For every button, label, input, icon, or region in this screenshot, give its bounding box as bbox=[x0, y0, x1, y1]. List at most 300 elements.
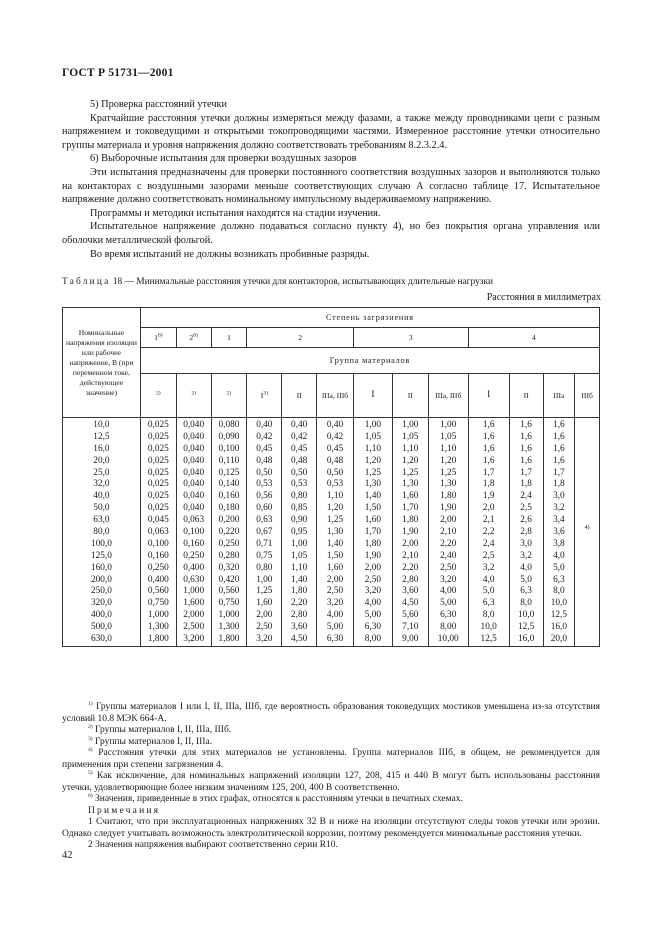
degree-cell: 1 bbox=[211, 328, 247, 348]
table-cell-value: 6,30 bbox=[364, 622, 382, 633]
group-cell: 2) bbox=[211, 374, 247, 418]
table-cell-value: 0,48 bbox=[291, 455, 308, 466]
table-cell-value: 3,0 bbox=[553, 491, 565, 502]
table-cell-value: 1,6 bbox=[520, 455, 532, 466]
voltage-value: 40,0 bbox=[93, 491, 110, 502]
group-cell: $I^{3)}$ bbox=[247, 374, 282, 418]
table-cell-value: 1,60 bbox=[256, 598, 273, 609]
table-cell-value: 2,5 bbox=[482, 550, 495, 561]
table-cell-value: 0,025 bbox=[147, 443, 169, 454]
voltage-column bbox=[63, 418, 141, 647]
table-cell-value: 10,0 bbox=[480, 622, 497, 633]
table-cell-value: 0,040 bbox=[183, 431, 205, 442]
value-column bbox=[509, 418, 543, 647]
voltage-value: 20,0 bbox=[93, 455, 110, 466]
value-column bbox=[353, 418, 392, 647]
table-cell-value: 0,40 bbox=[326, 420, 344, 430]
group-row bbox=[63, 374, 600, 418]
table-cell-value: 1,000 bbox=[183, 586, 205, 597]
footnote: $^{4)}$ Расстояния утечки для этих материалов не установлены. Группа материалов IIIб, в общем, не рекомендуется для применения при степени загрязнения 4. bbox=[62, 746, 600, 770]
table-cell-value: 0,400 bbox=[183, 562, 205, 573]
table-cell-value: 1,05 bbox=[440, 431, 457, 442]
table-cell-value: 1,300 bbox=[147, 622, 169, 633]
table-cell-value: 3,60 bbox=[291, 622, 308, 633]
table-cell-value: 4,0 bbox=[553, 550, 565, 561]
paragraph-heading-5: 5) Проверка расстояний утечки bbox=[90, 99, 228, 110]
table-cell-value: 2,10 bbox=[402, 550, 419, 561]
table-cell-value: 3,0 bbox=[520, 538, 532, 549]
group-cell: 2) bbox=[176, 374, 211, 418]
group-cell: IIIa, IIIб bbox=[317, 374, 354, 418]
table-cell-value: 1,800 bbox=[147, 634, 169, 645]
table-cell-value: 0,025 bbox=[147, 491, 169, 502]
table-cell-value: 1,90 bbox=[402, 527, 419, 538]
table-cell-value: 0,125 bbox=[218, 467, 240, 478]
table-cell-value: 3,200 bbox=[183, 634, 205, 645]
table-cell-value: 1,80 bbox=[402, 515, 419, 526]
table-cell-value: 1,8 bbox=[553, 479, 565, 490]
voltage-value: 16,0 bbox=[93, 443, 110, 454]
degree-cell: 4 bbox=[468, 328, 599, 348]
table-cell-value: 0,040 bbox=[183, 479, 205, 490]
body-text bbox=[62, 98, 600, 261]
table-cell-value: 1,7 bbox=[520, 467, 532, 478]
table-cell-value: 3,8 bbox=[553, 538, 565, 549]
table-cell-value: 2,10 bbox=[440, 527, 457, 538]
table-cell-value: 0,320 bbox=[218, 562, 240, 573]
table-cell-value: 2,0 bbox=[482, 503, 495, 514]
table-cell-value: 0,48 bbox=[326, 455, 344, 466]
table-cell-value: 2,1 bbox=[482, 515, 495, 526]
table-cell-value: 1,70 bbox=[402, 503, 419, 514]
table-cell-value: 0,100 bbox=[183, 527, 205, 538]
table-cell-value: 1,40 bbox=[291, 574, 308, 585]
table-cell-value: 7,10 bbox=[402, 622, 419, 633]
table-cell-value: 10,0 bbox=[517, 610, 535, 621]
table-cell-value: 0,025 bbox=[147, 479, 169, 490]
table-cell-value: 6,3 bbox=[553, 574, 565, 585]
table-cell-value: 0,60 bbox=[256, 503, 273, 514]
group-cell: IIIa, IIIб bbox=[428, 374, 468, 418]
value-column bbox=[468, 418, 509, 647]
table-cell-value: 0,040 bbox=[183, 491, 205, 502]
voltage-value: 63,0 bbox=[93, 515, 110, 526]
table-cell-value: 0,400 bbox=[147, 574, 169, 585]
degree-cell: 1$^{6)}$ bbox=[140, 328, 176, 348]
table-cell-value: 1,25 bbox=[256, 586, 273, 597]
table-cell-value: 0,160 bbox=[218, 491, 240, 502]
table-cell-value: 2,80 bbox=[402, 574, 419, 585]
table-cell-value: 1,10 bbox=[291, 562, 308, 573]
table-cell-value: 8,00 bbox=[440, 622, 457, 633]
table-cell-value: 0,42 bbox=[256, 431, 273, 442]
table-cell-value: 2,5 bbox=[520, 503, 532, 514]
table-cell-value: 16,0 bbox=[517, 634, 535, 645]
table-cell-value: 10,00 bbox=[437, 634, 459, 645]
table-cell-value: 0,040 bbox=[183, 443, 205, 454]
table-cell-value: 1,6 bbox=[553, 455, 565, 466]
degree-cell: 3 bbox=[353, 328, 468, 348]
paragraph: Испытательное напряжение должно подаваться согласно пункту 4), но без покрытия органа управления или оболочки металлической фольгой. bbox=[62, 221, 600, 246]
table-cell-value: 0,80 bbox=[291, 491, 308, 502]
table-cell-value: 16,0 bbox=[550, 622, 568, 633]
table-caption-text: 18 — Минимальные расстояния утечки для контакторов, испытывающих длительные нагрузки bbox=[112, 277, 494, 287]
table-cell-value: 0,140 bbox=[218, 479, 240, 490]
table-cell-value: 4,00 bbox=[364, 598, 382, 609]
degree-row bbox=[63, 328, 600, 348]
table-cell-value: 0,063 bbox=[147, 527, 169, 538]
table-cell-value: 2,20 bbox=[440, 538, 457, 549]
footnote: $^{1)}$ Группы материалов I или I, II, IIIa, IIIб, где вероятность образования токоведущих мостиков уменьшена из-за отсутствия условий 10.8 МЭК 664-А. bbox=[62, 700, 601, 724]
table-cell-value: 1,05 bbox=[291, 550, 308, 561]
table-cell-value: 0,50 bbox=[256, 467, 273, 478]
table-cell-value: 3,60 bbox=[402, 586, 419, 597]
material-group-header: Группа материалов bbox=[140, 348, 599, 374]
table-cell-value: 0,100 bbox=[218, 443, 240, 454]
table-cell-value: 1,7 bbox=[553, 467, 565, 478]
table-cell-value: 1,800 bbox=[218, 634, 240, 645]
value-column bbox=[211, 418, 247, 647]
table-cell-value: 1,20 bbox=[440, 455, 457, 466]
table-cell-value: 1,60 bbox=[364, 515, 382, 526]
table-cell-value: 1,6 bbox=[520, 420, 532, 430]
table-cell-value: 0,110 bbox=[218, 455, 240, 466]
table-cell-value: 2,8 bbox=[520, 527, 532, 538]
table-cell-value: 12,5 bbox=[550, 610, 568, 621]
table-cell-value: 1,80 bbox=[291, 586, 308, 597]
voltage-value: 200,0 bbox=[90, 574, 112, 585]
table-cell-value: 1,7 bbox=[482, 467, 495, 478]
table-cell-value: 0,42 bbox=[326, 431, 344, 442]
table-cell-value: 0,95 bbox=[291, 527, 308, 538]
table-cell-value: 0,040 bbox=[183, 455, 205, 466]
table-cell-value: 0,560 bbox=[218, 586, 240, 597]
table-cell-value: 1,20 bbox=[364, 455, 382, 466]
table-cell-value: 0,280 bbox=[218, 550, 240, 561]
footnote: $^{3)}$ Группы материалов I, II, IIIa. bbox=[88, 735, 213, 747]
table-cell-value: 0,180 bbox=[218, 503, 240, 514]
table-cell-value: 1,8 bbox=[520, 479, 532, 490]
table-cell-value: 1,6 bbox=[482, 431, 495, 442]
table-cell-value: 1,60 bbox=[402, 491, 419, 502]
pollution-degree-header: Степень загрязнения bbox=[140, 308, 599, 328]
table-cell-value: 3,20 bbox=[440, 574, 457, 585]
table-cell-value: 1,25 bbox=[326, 515, 344, 526]
table-cell-value: 0,040 bbox=[183, 420, 205, 430]
table-cell-value: 5,00 bbox=[440, 598, 457, 609]
table-cell-value: 1,10 bbox=[364, 443, 382, 454]
table-cell-value: 1,10 bbox=[402, 443, 419, 454]
group-cell: IIIб bbox=[575, 374, 600, 418]
value-column bbox=[392, 418, 428, 647]
table-cell-value: 0,85 bbox=[291, 503, 308, 514]
table-cell-value: 0,45 bbox=[291, 443, 308, 454]
voltage-value: 160,0 bbox=[90, 562, 112, 573]
table-cell-value: 8,00 bbox=[364, 634, 382, 645]
notes-title: Примечания bbox=[88, 805, 161, 816]
table-cell-value: 2,50 bbox=[326, 586, 344, 597]
note: 1 Считают, что при эксплуатационных напряжениях 32 В и ниже на изоляции отсутствуют следы токов утечки или эрозии. Однако следует учитывать возможность электролитической коррозии, поэтому рекомендуется минимальные расстояния утечки. bbox=[62, 817, 600, 839]
table-cell-value: 0,63 bbox=[256, 515, 273, 526]
paragraph: Программы и методики испытания находятся на стадии изучения. bbox=[90, 207, 381, 219]
units-note: Расстояния в миллиметрах bbox=[486, 292, 601, 303]
table-cell-value: 0,90 bbox=[291, 515, 308, 526]
table-cell-value: 0,750 bbox=[218, 598, 240, 609]
table-cell-value: 20,0 bbox=[550, 634, 568, 645]
table-cell-value: 0,50 bbox=[291, 467, 308, 478]
table-cell-value: 1,6 bbox=[553, 431, 565, 442]
table-cell-value: 0,200 bbox=[218, 515, 240, 526]
value-column bbox=[282, 418, 317, 647]
table-cell-value: 1,25 bbox=[440, 467, 457, 478]
table-caption bbox=[62, 276, 602, 288]
table-cell-value: 4,50 bbox=[402, 598, 419, 609]
value-column bbox=[428, 418, 468, 647]
degree-cell: 2 bbox=[247, 328, 354, 348]
table-cell-value: 10,0 bbox=[550, 598, 568, 609]
table-cell-value: 0,560 bbox=[147, 586, 169, 597]
table-cell-value: 0,45 bbox=[256, 443, 273, 454]
table-cell-value: 1,6 bbox=[553, 443, 565, 454]
table-cell-value: 3,2 bbox=[520, 550, 532, 561]
data-row bbox=[63, 418, 600, 647]
table-cell-value: 2,4 bbox=[520, 491, 532, 502]
table-cell-value: 0,220 bbox=[218, 527, 240, 538]
table-cell-value: 0,420 bbox=[218, 574, 240, 585]
voltage-value: 400,0 bbox=[90, 610, 112, 621]
degree-cell: 2$^{6)}$ bbox=[176, 328, 211, 348]
table-cell-value: 3,4 bbox=[553, 515, 565, 526]
footnote: $^{2)}$ Группы материалов I, II, IIIa, IIIб. bbox=[88, 723, 232, 735]
table-cell-value: 0,025 bbox=[147, 420, 169, 430]
table-cell-value: 1,30 bbox=[326, 527, 344, 538]
table-cell-value: 0,045 bbox=[147, 515, 169, 526]
table-cell-value: 2,20 bbox=[291, 598, 308, 609]
table-cell-value: 1,40 bbox=[326, 538, 344, 549]
table-cell-value: 1,05 bbox=[364, 431, 382, 442]
voltage-value: 80,0 bbox=[93, 527, 110, 538]
table-cell-value: 0,025 bbox=[147, 467, 169, 478]
creepage-table bbox=[62, 307, 600, 647]
table-cell-value: 0,063 bbox=[183, 515, 205, 526]
table-cell-value: 2,50 bbox=[440, 562, 457, 573]
table-cell-value: 1,80 bbox=[364, 538, 382, 549]
table-cell-value: 0,40 bbox=[256, 420, 273, 430]
table-cell-value: 1,60 bbox=[326, 562, 344, 573]
group-cell: II bbox=[282, 374, 317, 418]
table-cell-value: 0,71 bbox=[256, 538, 273, 549]
table-cell-value: 0,67 bbox=[256, 527, 273, 538]
table-cell-value: 1,9 bbox=[482, 491, 495, 502]
table-cell-value: 3,6 bbox=[553, 527, 565, 538]
table-cell-value: 1,80 bbox=[440, 491, 457, 502]
table-cell-value: 1,6 bbox=[482, 420, 495, 430]
table-cell-value: 1,000 bbox=[218, 610, 240, 621]
paragraph-heading-6: 6) Выборочные испытания для проверки воздушных зазоров bbox=[90, 153, 357, 165]
table-cell-value: 5,0 bbox=[482, 586, 495, 597]
value-column bbox=[140, 418, 176, 647]
value-column bbox=[247, 418, 282, 647]
table-cell-value: 0,025 bbox=[147, 431, 169, 442]
table-cell-value: 0,040 bbox=[183, 467, 205, 478]
table-cell-value: 0,50 bbox=[326, 467, 344, 478]
voltage-value: 25,0 bbox=[93, 467, 110, 478]
group-cell: 2) bbox=[140, 374, 176, 418]
table-cell-value: 1,300 bbox=[218, 622, 240, 633]
table-cell-value: 4,00 bbox=[326, 610, 344, 621]
voltage-value: 50,0 bbox=[93, 503, 110, 514]
paragraph: Кратчайшие расстояния утечки должны измеряться между фазами, а также между проводниками цепи с разным напряжением и токоведущими и открытыми токопроводящими частями. Измеренное расстояние утечки относительно группы материала и уровня напряжения должно соответствовать требованиям 8.2.3.2.4. bbox=[62, 112, 600, 151]
table-cell-value: 1,05 bbox=[402, 431, 419, 442]
table-cell-value: 0,250 bbox=[183, 550, 205, 561]
table-cell-value: 1,25 bbox=[402, 467, 419, 478]
table-cell-value: 2,00 bbox=[364, 562, 382, 573]
voltage-header: Номинальные напряжения изоляции или рабочее напряжение, В (при переменном токе, действующее значение) bbox=[63, 308, 141, 418]
table-cell-value: 0,160 bbox=[183, 538, 205, 549]
table-cell-value: 1,00 bbox=[364, 420, 382, 430]
table-cell-value: 0,250 bbox=[147, 562, 169, 573]
table-cell-value: 0,040 bbox=[183, 503, 205, 514]
footnote: $^{6)}$ Значения, приведенные в этих графах, относятся к расстояниям утечки в печатных схемах. bbox=[88, 792, 463, 804]
table-cell-value: 1,00 bbox=[291, 538, 308, 549]
table-cell-value: 4,0 bbox=[520, 562, 532, 573]
voltage-value: 100,0 bbox=[90, 538, 112, 549]
note: 2 Значения напряжения выбирают соответственно серии R10. bbox=[88, 840, 338, 850]
table-cell-value: 4,50 bbox=[291, 634, 308, 645]
table-cell-value: 1,6 bbox=[520, 443, 532, 454]
table-cell-value: 0,250 bbox=[218, 538, 240, 549]
table-cell-value: 8,0 bbox=[553, 586, 565, 597]
table-cell-value: 1,50 bbox=[326, 550, 344, 561]
table-cell-value: 9,00 bbox=[402, 634, 419, 645]
table-cell-value: 2,4 bbox=[482, 538, 495, 549]
table-cell-value: 3,2 bbox=[482, 562, 495, 573]
table-cell-value: 1,30 bbox=[402, 479, 419, 490]
voltage-value: 32,0 bbox=[93, 479, 110, 490]
table-cell-value: 1,90 bbox=[440, 503, 457, 514]
table-cell-value: 0,100 bbox=[147, 538, 169, 549]
table-cell-value: 0,750 bbox=[147, 598, 169, 609]
table-cell-value: 0,080 bbox=[218, 420, 240, 430]
document-header: ГОСТ Р 51731—2001 bbox=[62, 67, 174, 79]
table-cell-value: 1,10 bbox=[326, 491, 344, 502]
footnotes bbox=[62, 702, 600, 852]
table-cell-value: 2,80 bbox=[291, 610, 308, 621]
table-cell-value: 3,2 bbox=[553, 503, 565, 514]
table-cell-value: 2,40 bbox=[440, 550, 457, 561]
table-cell-value: 12,5 bbox=[517, 622, 535, 633]
table-cell-value: 1,6 bbox=[520, 431, 532, 442]
voltage-value: 250,0 bbox=[90, 586, 112, 597]
value-column bbox=[176, 418, 211, 647]
table-cell-value: 6,30 bbox=[440, 610, 457, 621]
table-cell-value: 0,80 bbox=[256, 562, 273, 573]
iiib-not-established-cell: 4) bbox=[575, 418, 600, 647]
table-cell-value: 0,025 bbox=[147, 503, 169, 514]
table-cell-value: 3,20 bbox=[256, 634, 273, 645]
table-cell-value: 2,00 bbox=[326, 574, 344, 585]
table-cell-value: 0,56 bbox=[256, 491, 273, 502]
table-cell-value: 1,8 bbox=[482, 479, 495, 490]
table-cell-value: 1,6 bbox=[553, 420, 565, 430]
table-cell-value: 4,00 bbox=[440, 586, 457, 597]
value-column bbox=[543, 418, 575, 647]
table-cell-value: 1,10 bbox=[440, 443, 457, 454]
table-cell-value: 5,00 bbox=[364, 610, 382, 621]
table-cell-value: 0,630 bbox=[183, 574, 205, 585]
table-cell-value: 2,50 bbox=[364, 574, 382, 585]
table-cell-value: 1,00 bbox=[256, 574, 273, 585]
table-cell-value: 1,20 bbox=[326, 503, 344, 514]
table-cell-value: 1,20 bbox=[402, 455, 419, 466]
table-cell-value: 0,025 bbox=[147, 455, 169, 466]
table-cell-value: 5,0 bbox=[520, 574, 532, 585]
table-cell-value: 1,90 bbox=[364, 550, 382, 561]
table-cell-value: 0,53 bbox=[291, 479, 308, 490]
table-cell-value: 1,70 bbox=[364, 527, 382, 538]
table-cell-value: 2,50 bbox=[256, 622, 273, 633]
page-number: 42 bbox=[62, 850, 73, 861]
table-caption-prefix: Таблица bbox=[62, 277, 111, 287]
table-cell-value: 6,30 bbox=[326, 634, 344, 645]
table-cell-value: 2,000 bbox=[183, 610, 205, 621]
table-cell-value: 3,20 bbox=[364, 586, 382, 597]
group-cell: IIIa bbox=[543, 374, 575, 418]
table-cell-value: 6,3 bbox=[520, 586, 532, 597]
voltage-value: 12,5 bbox=[93, 431, 110, 442]
table-cell-value: 1,50 bbox=[364, 503, 382, 514]
table-cell-value: 1,6 bbox=[482, 443, 495, 454]
table-cell-value: 1,6 bbox=[482, 455, 495, 466]
group-cell: I bbox=[468, 374, 509, 418]
table-cell-value: 5,00 bbox=[326, 622, 344, 633]
table-cell-value: 1,40 bbox=[364, 491, 382, 502]
table-cell-value: 2,2 bbox=[482, 527, 495, 538]
table-cell-value: 8,0 bbox=[482, 610, 495, 621]
table-cell-value: 0,75 bbox=[256, 550, 273, 561]
value-column bbox=[317, 418, 354, 647]
table-cell-value: 2,500 bbox=[183, 622, 205, 633]
footnote: $^{5)}$ Как исключение, для номинальных напряжений изоляции 127, 208, 415 и 440 В могут быть использованы расстояния утечки, удовлетворяющие более низким значениям 125, 200, 400 В соответственно. bbox=[62, 769, 600, 793]
table-cell-value: 0,45 bbox=[326, 443, 344, 454]
voltage-value: 125,0 bbox=[90, 550, 112, 561]
table-cell-value: 0,090 bbox=[218, 431, 240, 442]
paragraph: Во время испытаний не должны возникать пробивные разряды. bbox=[90, 248, 370, 260]
table-cell-value: 8,0 bbox=[520, 598, 532, 609]
table-cell-value: 1,00 bbox=[440, 420, 457, 430]
table-cell-value: 5,60 bbox=[402, 610, 419, 621]
table-cell-value: 2,00 bbox=[256, 610, 273, 621]
group-cell: II bbox=[509, 374, 543, 418]
table-cell-value: 1,600 bbox=[183, 598, 205, 609]
table-cell-value: 3,20 bbox=[326, 598, 344, 609]
table-cell-value: 4,0 bbox=[482, 574, 495, 585]
table-cell-value: 1,000 bbox=[147, 610, 169, 621]
voltage-value: 630,0 bbox=[90, 634, 112, 645]
table-cell-value: 12,5 bbox=[480, 634, 497, 645]
table-cell-value: 2,00 bbox=[402, 538, 419, 549]
table-cell-value: 0,160 bbox=[147, 550, 169, 561]
table-cell-value: 2,6 bbox=[520, 515, 532, 526]
voltage-value: 320,0 bbox=[90, 598, 112, 609]
voltage-value: 500,0 bbox=[90, 622, 112, 633]
table-cell-value: 6,3 bbox=[482, 598, 495, 609]
table-cell-value: 1,25 bbox=[364, 467, 382, 478]
table-cell-value: 1,00 bbox=[402, 420, 419, 430]
paragraph: Эти испытания предназначены для проверки постоянного соответствия воздушных зазоров и выполняются только на контакторах с воздушными зазорами меньше соответствующих случаю А согласно таблице 17. Испытательное напряжение должно соответствовать номинальному импульсному выдерживаемому напряжению. bbox=[62, 166, 600, 206]
group-cell: II bbox=[392, 374, 428, 418]
table-cell-value: 0,48 bbox=[256, 455, 273, 466]
